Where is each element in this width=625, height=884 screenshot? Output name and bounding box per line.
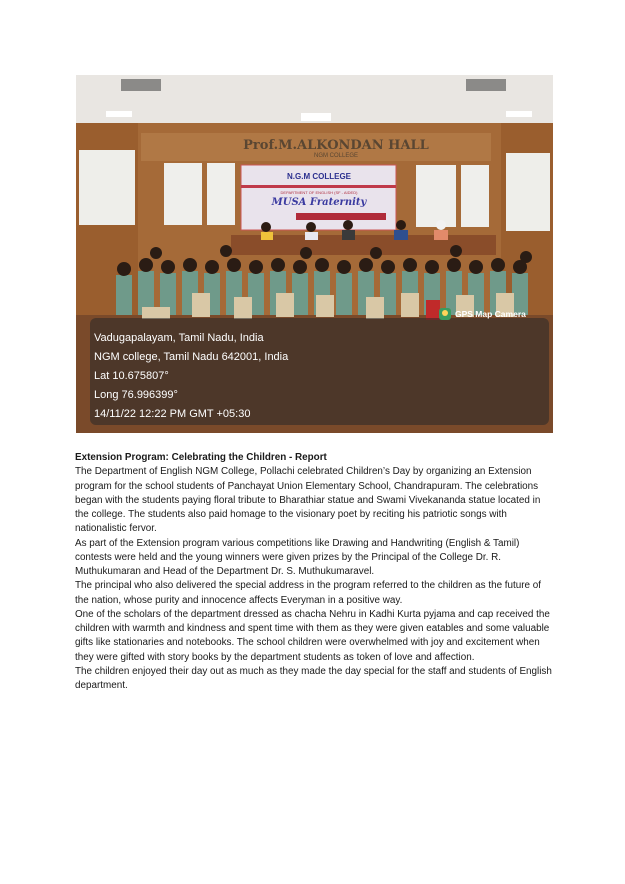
report-body <box>75 451 555 693</box>
gps-address: NGM college, Tamil Nadu 642001, India <box>94 351 289 363</box>
hall-subtitle: NGM COLLEGE <box>313 153 358 159</box>
gps-timestamp: 14/11/22 12:22 PM GMT +05:30 <box>94 408 251 420</box>
banner-college: N.G.M COLLEGE <box>287 172 351 181</box>
event-photo <box>76 75 553 433</box>
report-paragraph: The Department of English NGM College, Pollachi celebrated Children’s Day by organizing an Extension program for the school students of Panchayat Union Elementary School, Chandrapuram. The celebrations began with the students paying floral tribute to Bharathiar statue and Swami Vivekananda statue located in the college. The students also paid homage to the visionary poet by reciting his patriotic songs with nationalistic fervor. <box>75 466 541 535</box>
banner-event-name: MUSA Fraternity <box>271 197 367 208</box>
gps-app-badge <box>439 307 526 321</box>
gps-location: Vadugapalayam, Tamil Nadu, India <box>94 332 264 344</box>
map-pin-icon <box>439 308 451 320</box>
gps-app-name: GPS Map Camera <box>455 309 526 319</box>
report-title: Extension Program: Celebrating the Children - Report <box>75 452 327 463</box>
report-paragraph: One of the scholars of the department dressed as chacha Nehru in Kadhi Kurta pyjama and cap received the children with warmth and kindness and spent time with them as they were given eatables and some valuable gifts like stationaries and notebooks. The school children were overwhelmed with joy and excitement when they were gifted with story books by the department students as token of love and affection. <box>75 608 550 663</box>
gps-latitude: Lat 10.675807° <box>94 370 169 382</box>
hall-name-sign: Prof.M.ALKONDAN HALL <box>243 138 429 153</box>
report-paragraph: As part of the Extension program various competitions like Drawing and Handwriting (English & Tamil) contests were held and the young winners were given prizes by the Principal of the College Dr. R. Muthukumaran and Head of the Department Dr. S. Muthukumaravel. <box>75 537 520 577</box>
gps-longitude: Long 76.996399° <box>94 389 178 401</box>
report-paragraph: The principal who also delivered the special address in the program referred to the children as the future of the nation, whose purity and innocence affects Everyman in a positive way. <box>75 580 542 606</box>
banner-department: DEPARTMENT OF ENGLISH (SF - AIDED) <box>280 190 358 195</box>
report-paragraph: The children enjoyed their day out as much as they made the day special for the staff and students of English department. <box>75 665 552 691</box>
